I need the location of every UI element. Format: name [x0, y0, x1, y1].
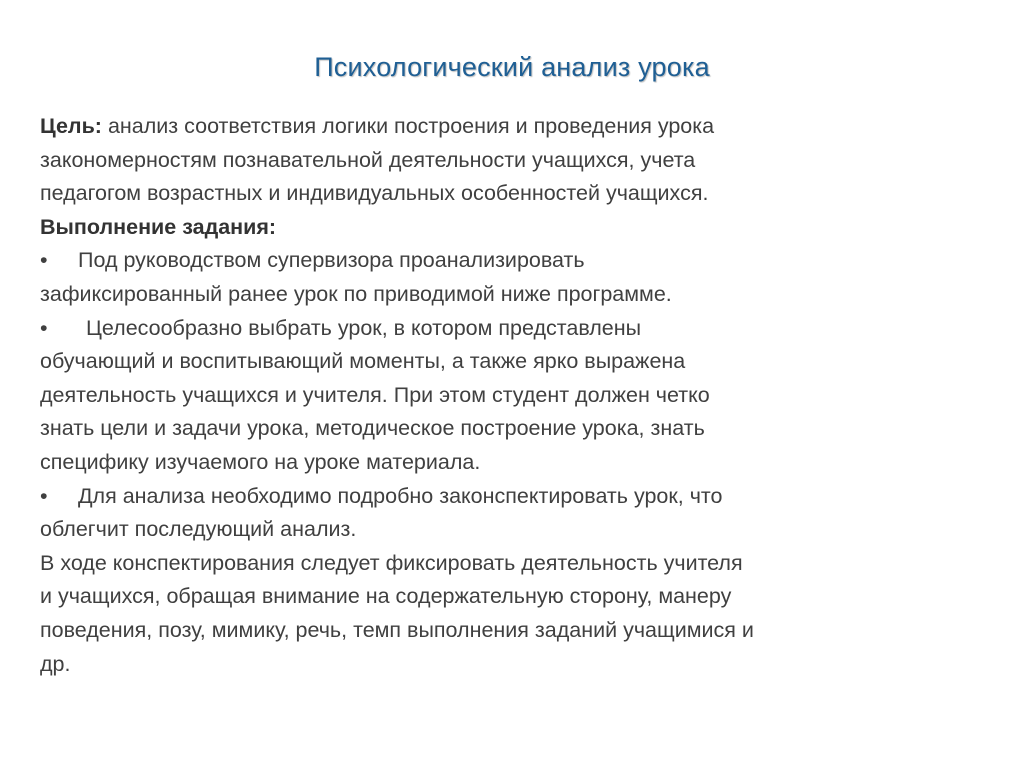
closing-line-1: В ходе конспектирования следует фиксировать деятельность учителя [40, 550, 743, 575]
bullet-3-line-2: облегчит последующий анализ. [40, 517, 357, 542]
bullet-1-text-1: Под руководством супервизора проанализировать [78, 248, 585, 273]
bullet-2-line-2: обучающий и воспитывающий моменты, а также ярко выражена [40, 349, 686, 374]
closing-line-3: поведения, позу, мимику, речь, темп выполнения заданий учащимися и [40, 617, 754, 642]
closing-line-4: др. [40, 651, 71, 676]
goal-text-1: анализ соответствия логики построения и проведения урока [101, 114, 715, 138]
bullet-2-line-5: специфику изучаемого на уроке материала. [40, 449, 481, 474]
closing-line-2: и учащихся, обращая внимание на содержательную сторону, манеру [40, 584, 732, 609]
goal-label: Цель: [40, 114, 102, 138]
bullet-1-line-2: зафиксированный ранее урок по приводимой ниже программе. [40, 281, 672, 306]
bullet-2-line-3: деятельность учащихся и учителя. При этом студент должен четко [40, 382, 710, 407]
bullet-marker: • [40, 483, 48, 508]
goal-line-1 [40, 110, 995, 144]
task-heading: Выполнение задания: [40, 214, 277, 239]
goal-line-3: педагогом возрастных и индивидуальных особенностей учащихся. [40, 181, 709, 206]
goal-line-2: закономерностям познавательной деятельности учащихся, учета [40, 147, 696, 172]
bullet-marker: • [40, 248, 48, 273]
slide-title: Психологический анализ урока [314, 52, 710, 82]
bullet-2-line-4: знать цели и задачи урока, методическое построение урока, знать [40, 416, 705, 441]
bullet-1-line-1 [40, 244, 995, 278]
bullet-2-text-1: Целесообразно выбрать урок, в котором представлены [86, 315, 642, 340]
bullet-2-line-1 [40, 312, 995, 346]
bullet-marker: • [40, 315, 48, 340]
bullet-3-line-1 [40, 480, 995, 514]
slide-body [40, 110, 995, 681]
bullet-3-text-1: Для анализа необходимо подробно законспектировать урок, что [78, 483, 723, 508]
